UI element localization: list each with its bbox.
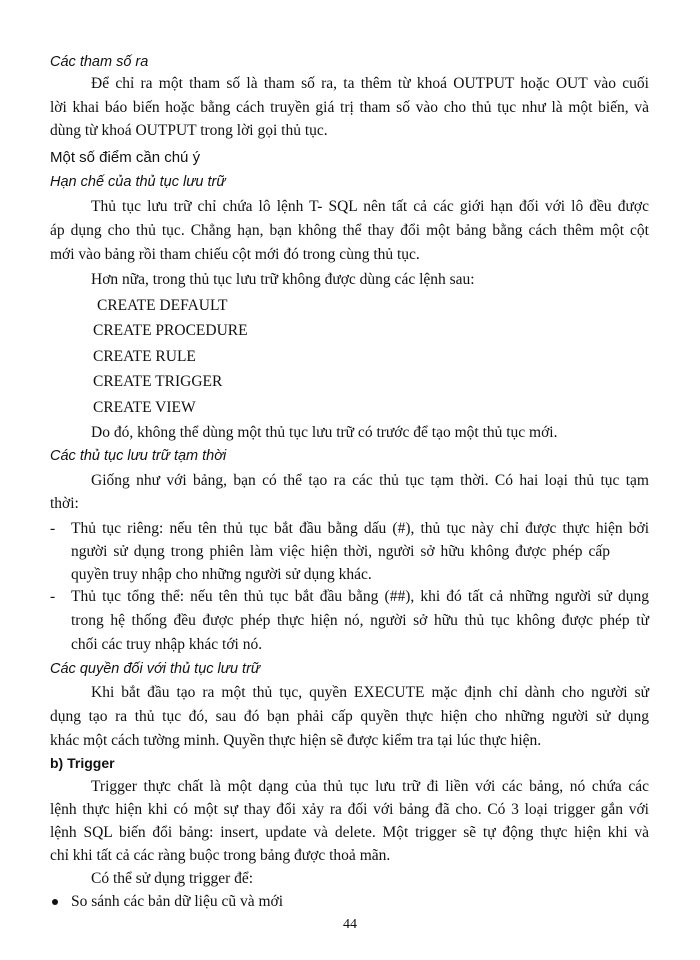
paragraph-line: thời: <box>50 495 79 512</box>
list-item-line: quyền truy nhập cho những người sử dụng khác. <box>71 566 372 583</box>
heading-permissions: Các quyền đối với thủ tục lưu trữ <box>50 661 261 677</box>
paragraph-line: khác một cách tường minh. Quyền thực hiện sẽ được kiểm tra tại lúc thực hiện. <box>50 732 542 749</box>
list-item-line: trong hệ thống đều được phép thực hiện nó, người sở hữu thủ tục không được phép từ <box>71 612 649 629</box>
list-item-line: chối các truy nhập khác tới nó. <box>71 636 263 653</box>
paragraph-line: dụng tạo ra thủ tục đó, sau đó bạn phải cấp quyền thực hiện cho những người sử dụng <box>50 708 649 725</box>
paragraph-line: Để chỉ ra một tham số là tham số ra, ta thêm từ khoá OUTPUT hoặc OUT vào cuối <box>91 75 649 92</box>
heading-limits: Hạn chế của thủ tục lưu trữ <box>50 174 226 190</box>
paragraph-line: Giống như với bảng, bạn có thể tạo ra các thủ tục tạm thời. Có hai loại thủ tục tạm <box>91 472 649 489</box>
bullet-item: So sánh các bản dữ liệu cũ và mới <box>71 893 284 910</box>
paragraph-line: lệnh thực hiện khi có một sự thay đổi xảy ra đối với bảng đã cho. Có 3 loại trigger gắn với <box>50 801 649 818</box>
paragraph-line: Thủ tục lưu trữ chỉ chứa lô lệnh T- SQL nên tất cả các giới hạn đối với lô đều được <box>91 198 649 215</box>
heading-notes: Một số điểm cần chú ý <box>50 149 201 166</box>
paragraph-line: lời khai báo biến hoặc bằng cách truyền giá trị tham số vào cho thủ tục như là một biến, và <box>50 99 649 116</box>
paragraph-line: dùng từ khoá OUTPUT trong lời gọi thủ tục. <box>50 122 328 139</box>
heading-temp-procedures: Các thủ tục lưu trữ tạm thời <box>50 448 227 464</box>
command-item: CREATE DEFAULT <box>97 297 228 314</box>
heading-trigger: b) Trigger <box>50 755 115 771</box>
paragraph-line: Do đó, không thể dùng một thủ tục lưu trữ có trước để tạo một thủ tục mới. <box>91 424 558 441</box>
bullet-icon <box>52 899 58 905</box>
page-number: 44 <box>343 917 357 932</box>
paragraph-line: áp dụng cho thủ tục. Chẳng hạn, bạn không thể thay đổi một bảng bằng cách thêm một cột <box>50 222 649 239</box>
paragraph-line: Khi bắt đầu tạo ra một thủ tục, quyền EXECUTE mặc định chỉ dành cho người sử <box>91 684 649 701</box>
command-item: CREATE TRIGGER <box>93 373 223 390</box>
paragraph-line: mới vào bảng rồi tham chiếu cột mới đó trong cùng thủ tục. <box>50 246 420 263</box>
list-item-line: người sử dụng trong phiên làm việc hiện thời, người sở hữu không được phép cấp <box>71 543 610 560</box>
list-item-line: Thủ tục tổng thể: nếu tên thủ tục bắt đầu bằng (##), khi đó tất cả những người sử dụng <box>71 588 649 605</box>
paragraph-line: Hơn nữa, trong thủ tục lưu trữ không được dùng các lệnh sau: <box>91 271 475 288</box>
dash-marker: - <box>50 588 56 605</box>
dash-marker: - <box>50 520 56 537</box>
paragraph-line: chỉ khi tất cả các ràng buộc trong bảng được thoả mãn. <box>50 847 391 864</box>
paragraph-line: Có thể sử dụng trigger để: <box>91 870 254 887</box>
paragraph-line: lệnh SQL biến đổi bảng: insert, update và delete. Một trigger sẽ tự động thực hiện khi và <box>50 824 649 841</box>
list-item-line: Thủ tục riêng: nếu tên thủ tục bắt đầu bằng dấu (#), thủ tục này chỉ được thực hiện bởi <box>71 520 649 537</box>
paragraph-line: Trigger thực chất là một dạng của thủ tục lưu trữ đi liền với các bảng, nó chứa các <box>91 778 649 795</box>
command-item: CREATE PROCEDURE <box>93 322 248 339</box>
command-item: CREATE VIEW <box>93 399 196 416</box>
heading-output-params: Các tham số ra <box>50 54 149 70</box>
command-item: CREATE RULE <box>93 348 196 365</box>
